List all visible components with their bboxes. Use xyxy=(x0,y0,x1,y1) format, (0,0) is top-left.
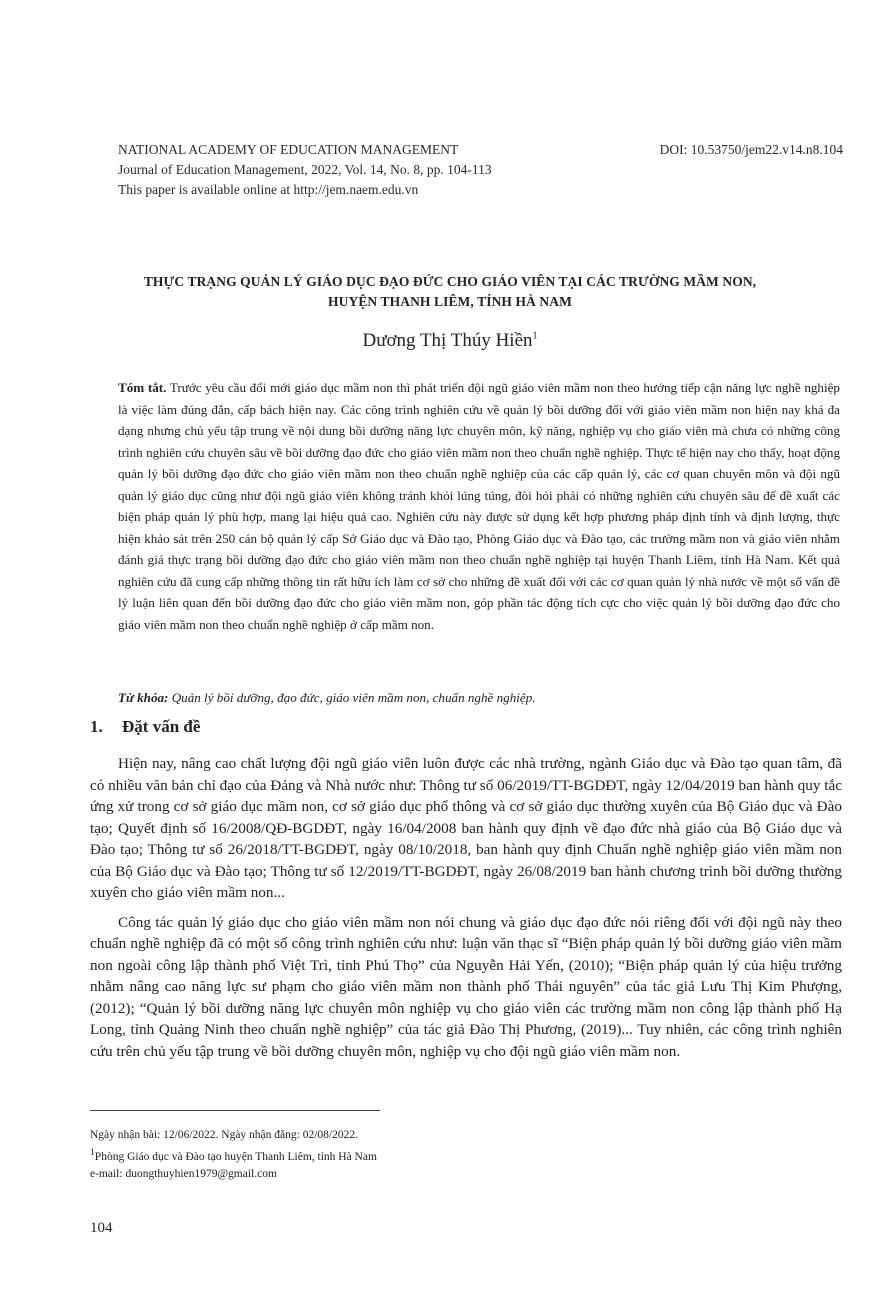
keywords xyxy=(118,688,840,708)
page-number: 104 xyxy=(90,1220,113,1236)
journal-header xyxy=(118,140,843,200)
keywords-label: Từ khóa: xyxy=(118,690,169,705)
author-line xyxy=(100,330,800,352)
abstract-label: Tóm tắt. xyxy=(118,380,167,395)
availability-note: This paper is available online at http://jem.naem.edu.vn xyxy=(118,182,419,197)
footnotes xyxy=(90,1127,790,1183)
footnote-email[interactable]: e-mail: duongthuyhien1979@gmail.com xyxy=(90,1167,277,1180)
keywords-text: Quản lý bồi dưỡng, đạo đức, giáo viên mầm non, chuẩn nghề nghiệp. xyxy=(171,690,536,705)
section-number: 1. xyxy=(90,717,103,736)
body-paragraph: Hiện nay, nâng cao chất lượng đội ngũ giáo viên luôn được các nhà trường, ngành Giáo dục và Đào tạo quan tâm, đã có nhiều văn bản chỉ đạo của Đảng và Nhà nước như: Thông tư số 06/2019/TT-BGDĐT, ngày 12/04/2019 ban hành quy tắc ứng xử trong cơ sở giáo dục mầm non, cơ sở giáo dục phổ thông và cơ sở giáo dục thường xuyên của Bộ Giáo dục và Đào tạo; Quyết định số 16/2008/QĐ-BGDĐT, ngày 16/04/2008 ban hành quy định về đạo đức nhà giáo của Bộ Giáo dục và Đào tạo; Thông tư số 26/2018/TT-BGDĐT, ngày 08/10/2018, ban hành quy định Chuẩn nghề nghiệp giáo viên mầm non của Bộ Giáo dục và Đào tạo; Thông tư số 12/2019/TT-BGDĐT, ngày 26/08/2019 ban hành chương trình bồi dưỡng thường xuyên cho giáo viên mầm non... xyxy=(90,755,842,901)
footnote-divider xyxy=(90,1110,380,1111)
title-line-1: THỰC TRẠNG QUẢN LÝ GIÁO DỤC ĐẠO ĐỨC CHO GIÁO VIÊN TẠI CÁC TRƯỜNG MẦM NON, xyxy=(143,274,757,289)
section-body xyxy=(90,753,842,1070)
footnote-affiliation xyxy=(90,1144,790,1166)
body-paragraph: Công tác quản lý giáo dục cho giáo viên mầm non nói chung và giáo dục đạo đức nói riêng đối với đội ngũ này theo chuẩn nghề nghiệp đã có một số công trình nghiên cứu như: luận văn thạc sĩ “Biện pháp quản lý bồi dưỡng giáo viên mầm non ngoài công lập thành phố Việt Trì, tỉnh Phú Thọ” của Nguyễn Hải Yến, (2010); “Biện pháp quản lý của hiệu trưởng nhằm nâng cao năng lực sư phạm cho giáo viên mầm non thành phố Thái nguyên” của tác giả Lưu Thị Kim Phượng, (2012); “Quản lý bồi dưỡng năng lực chuyên môn nghiệp vụ cho giáo viên các trường mầm non công lập thành phố Hạ Long, tỉnh Quảng Ninh theo chuẩn nghề nghiệp” của tác giả Đào Thị Phương, (2019)... Tuy nhiên, các công trình nghiên cứu trên chủ yếu tập trung về bồi dưỡng chuyên môn, nghiệp vụ cho đội ngũ giáo viên mầm non. xyxy=(90,913,842,1060)
author-affiliation-mark: 1 xyxy=(532,330,538,342)
header-top-line xyxy=(118,140,843,160)
section-heading xyxy=(90,717,200,737)
section-title: Đặt vấn đề xyxy=(122,717,201,736)
author-name: Dương Thị Thúy Hiền xyxy=(362,330,533,351)
journal-citation: Journal of Education Management, 2022, Vol. 14, No. 8, pp. 104-113 xyxy=(118,162,492,177)
doi-link[interactable]: DOI: 10.53750/jem22.v14.n8.104 xyxy=(659,142,843,157)
title-line-2: HUYỆN THANH LIÊM, TỈNH HÀ NAM xyxy=(328,294,572,309)
footnote-affiliation-mark: 1 xyxy=(90,1147,95,1158)
abstract xyxy=(118,377,840,635)
paper-title xyxy=(100,272,800,312)
abstract-text: Trước yêu cầu đổi mới giáo dục mầm non thì phát triển đội ngũ giáo viên mầm non theo hướng tiếp cận năng lực nghề nghiệp là việc làm đúng đắn, cấp bách hiện nay. Các công trình nghiên cứu về quản lý bồi dưỡng đối với giáo viên mầm non hiện nay khá đa dạng nhưng chủ yếu tập trung về nội dung bồi dưỡng năng lực chuyên môn, kỹ năng, nghiệp vụ cho giáo viên mà chưa có những công trình nghiên cứu chuyên sâu về bồi dưỡng đạo đức cho giáo viên mầm non theo chuẩn nghề nghiệp. Thực tế hiện nay cho thấy, hoạt động quản lý bồi dưỡng đạo đức cho giáo viên mầm non theo chuẩn nghề nghiệp của các cấp quản lý, các cơ quan chuyên môn và đội ngũ quản lý giáo dục cũng như đội ngũ giáo viên không tránh khỏi lúng túng, đòi hỏi phải có những nghiên cứu chuyên sâu để đề xuất các biện pháp quản lý phù hợp, mang lại hiệu quả cao. Nghiên cứu này được sử dụng kết hợp phương pháp định tính và định lượng, thực hiện khảo sát trên 250 cán bộ quản lý cấp Sở Giáo dục và Đào tạo, Phòng Giáo dục và Đào tạo, các trường mầm non và giáo viên nhằm đánh giá thực trạng bồi dưỡng đạo đức cho giáo viên mầm non theo chuẩn nghề nghiệp tại huyện Thanh Liêm, tỉnh Hà Nam. Kết quả nghiên cứu đã cung cấp những thông tin rất hữu ích làm cơ sở cho những đề xuất đối với các cơ quan quản lý nhà nước về một số vấn đề lý luận liên quan đến bồi dưỡng đạo đức cho giáo viên mầm non, góp phần tác động tích cực cho việc quản lý bồi dưỡng đạo đức cho giáo viên mầm non theo chuẩn nghề nghiệp ở cấp mầm non. xyxy=(118,380,840,632)
publisher-name: NATIONAL ACADEMY OF EDUCATION MANAGEMENT xyxy=(118,142,459,157)
footnote-dates: Ngày nhận bài: 12/06/2022. Ngày nhận đăng: 02/08/2022. xyxy=(90,1129,358,1141)
footnote-affiliation-text: Phòng Giáo dục và Đào tạo huyện Thanh Liêm, tỉnh Hà Nam xyxy=(94,1150,377,1163)
